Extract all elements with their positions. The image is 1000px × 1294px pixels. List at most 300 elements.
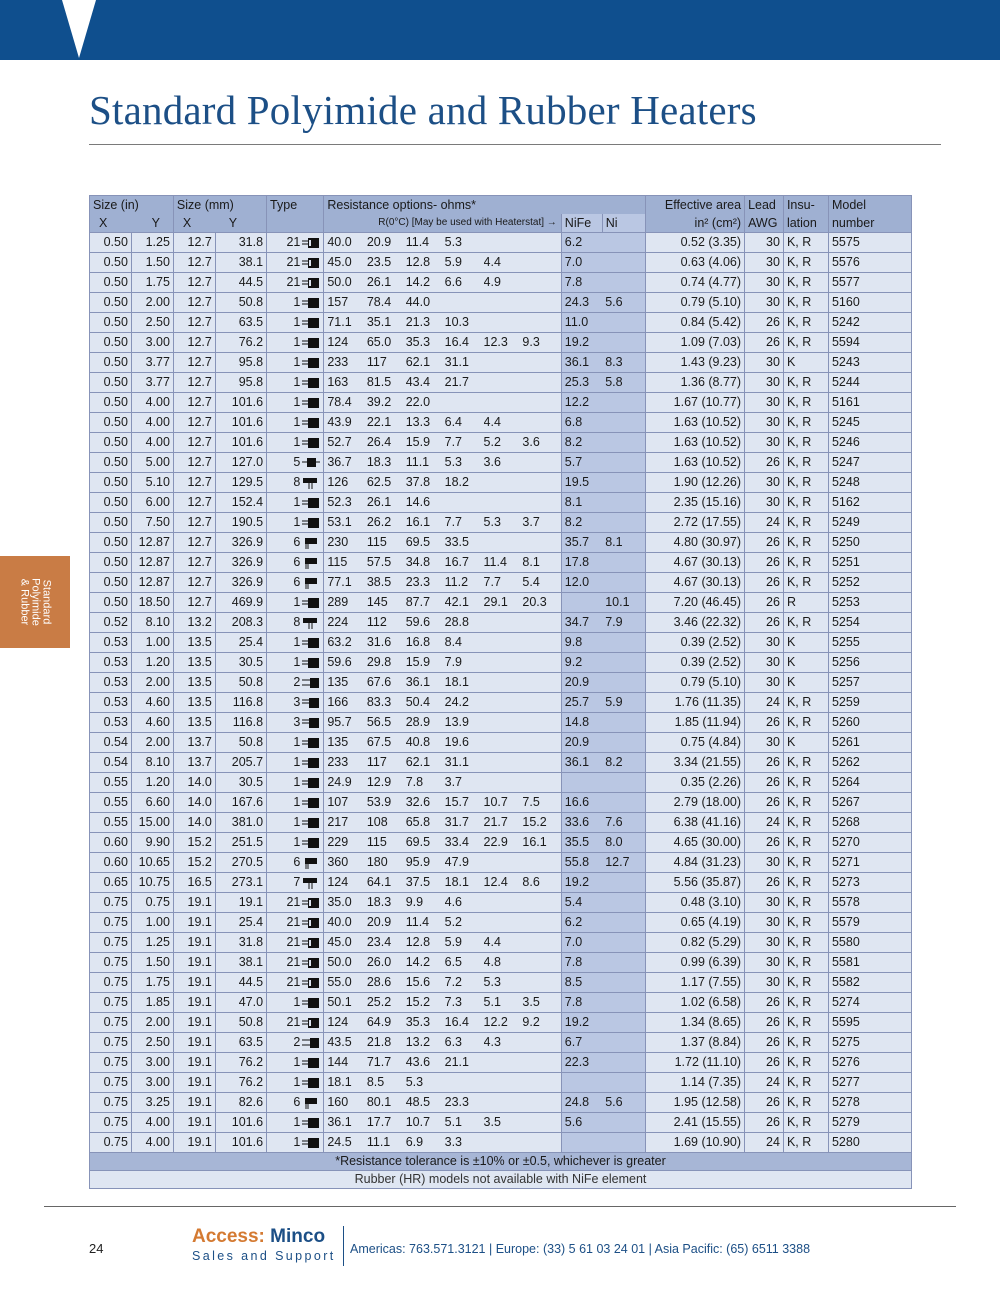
cell-lead-awg: 24 xyxy=(745,1133,784,1153)
section-tab-line-1: Standard xyxy=(40,579,53,625)
type-number: 21 xyxy=(286,275,301,289)
cell-res-3: 15.9 xyxy=(406,653,445,673)
cell-res-3: 69.5 xyxy=(406,833,445,853)
cell-lead-awg: 26 xyxy=(745,793,784,813)
header-model-2: number xyxy=(828,214,911,233)
cell-lead-awg: 26 xyxy=(745,993,784,1013)
type-number: 6 xyxy=(293,555,301,569)
cell-res-6 xyxy=(522,673,561,693)
table-row xyxy=(90,1013,912,1033)
cell-size-mm-x: 19.1 xyxy=(173,973,215,993)
cell-model: 5253 xyxy=(828,593,911,613)
heater-type-icon xyxy=(302,697,320,709)
cell-nife: 20.9 xyxy=(561,733,602,753)
table-row xyxy=(90,873,912,893)
cell-size-in-y: 8.10 xyxy=(131,753,173,773)
header-mm-x: X xyxy=(182,216,192,230)
cell-size-in-y: 1.00 xyxy=(131,633,173,653)
cell-res-6 xyxy=(522,953,561,973)
cell-size-mm-y: 101.6 xyxy=(215,1133,266,1153)
cell-res-1: 107 xyxy=(324,793,367,813)
heater-type-icon xyxy=(302,557,320,569)
cell-size-in-y: 1.75 xyxy=(131,273,173,293)
cell-res-4: 7.7 xyxy=(445,513,484,533)
cell-res-6 xyxy=(522,533,561,553)
heater-type-icon xyxy=(302,477,320,489)
cell-res-5: 5.2 xyxy=(484,433,523,453)
cell-size-in-x: 0.75 xyxy=(90,913,132,933)
cell-size-in-x: 0.50 xyxy=(90,553,132,573)
type-number: 6 xyxy=(293,535,301,549)
type-number: 1 xyxy=(293,1135,301,1149)
heater-type-icon xyxy=(302,237,320,249)
cell-res-6: 7.5 xyxy=(522,793,561,813)
cell-res-6 xyxy=(522,1113,561,1133)
heater-type-icon xyxy=(302,957,320,969)
cell-area: 1.76 (11.35) xyxy=(645,693,744,713)
type-number: 6 xyxy=(293,575,301,589)
cell-res-1: 55.0 xyxy=(324,973,367,993)
cell-area: 1.36 (8.77) xyxy=(645,373,744,393)
cell-res-6 xyxy=(522,933,561,953)
cell-ni: 12.7 xyxy=(602,853,645,873)
cell-size-in-y: 4.60 xyxy=(131,693,173,713)
cell-res-4: 10.3 xyxy=(445,313,484,333)
cell-insulation: K, R xyxy=(783,753,828,773)
table-row xyxy=(90,333,912,353)
cell-area: 1.43 (9.23) xyxy=(645,353,744,373)
cell-nife: 14.8 xyxy=(561,713,602,733)
cell-area: 2.79 (18.00) xyxy=(645,793,744,813)
table-row xyxy=(90,593,912,613)
cell-type xyxy=(267,533,324,553)
cell-size-mm-y: 326.9 xyxy=(215,573,266,593)
cell-size-mm-y: 208.3 xyxy=(215,613,266,633)
cell-type xyxy=(267,573,324,593)
cell-insulation: K, R xyxy=(783,573,828,593)
type-number: 1 xyxy=(293,655,301,669)
cell-insulation: K, R xyxy=(783,973,828,993)
cell-size-in-y: 10.75 xyxy=(131,873,173,893)
cell-res-2: 83.3 xyxy=(367,693,406,713)
cell-res-2: 67.6 xyxy=(367,673,406,693)
cell-res-4: 5.3 xyxy=(445,233,484,253)
cell-area: 1.63 (10.52) xyxy=(645,433,744,453)
cell-ni xyxy=(602,773,645,793)
cell-nife: 19.2 xyxy=(561,333,602,353)
cell-res-5 xyxy=(484,353,523,373)
cell-res-3: 34.8 xyxy=(406,553,445,573)
cell-type xyxy=(267,373,324,393)
cell-res-5 xyxy=(484,493,523,513)
header-insulation-2: lation xyxy=(783,214,828,233)
cell-ni xyxy=(602,713,645,733)
heater-type-icon xyxy=(302,617,320,629)
cell-model: 5259 xyxy=(828,693,911,713)
cell-res-2: 23.4 xyxy=(367,933,406,953)
cell-res-1: 18.1 xyxy=(324,1073,367,1093)
cell-size-in-y: 5.00 xyxy=(131,453,173,473)
heater-type-icon xyxy=(302,317,320,329)
type-number: 3 xyxy=(293,715,301,729)
cell-size-in-y: 7.50 xyxy=(131,513,173,533)
cell-size-mm-y: 381.0 xyxy=(215,813,266,833)
cell-ni xyxy=(602,1033,645,1053)
cell-model: 5250 xyxy=(828,533,911,553)
cell-size-mm-y: 326.9 xyxy=(215,533,266,553)
cell-res-6 xyxy=(522,713,561,733)
cell-size-mm-x: 19.1 xyxy=(173,993,215,1013)
cell-res-3: 35.3 xyxy=(406,1013,445,1033)
cell-res-6 xyxy=(522,733,561,753)
cell-size-mm-y: 167.6 xyxy=(215,793,266,813)
heater-type-icon xyxy=(302,997,320,1009)
type-number: 1 xyxy=(293,995,301,1009)
cell-res-6 xyxy=(522,613,561,633)
cell-ni xyxy=(602,893,645,913)
cell-model: 5575 xyxy=(828,233,911,253)
cell-insulation: K xyxy=(783,673,828,693)
cell-res-3: 23.3 xyxy=(406,573,445,593)
cell-res-3: 15.2 xyxy=(406,993,445,1013)
cell-res-5 xyxy=(484,293,523,313)
cell-model: 5243 xyxy=(828,353,911,373)
cell-res-3: 36.1 xyxy=(406,673,445,693)
cell-size-mm-y: 25.4 xyxy=(215,913,266,933)
cell-size-mm-y: 50.8 xyxy=(215,293,266,313)
cell-area: 1.95 (12.58) xyxy=(645,1093,744,1113)
heater-type-icon xyxy=(302,837,320,849)
cell-insulation: K, R xyxy=(783,533,828,553)
type-number: 21 xyxy=(286,955,301,969)
cell-res-6 xyxy=(522,653,561,673)
cell-res-2: 31.6 xyxy=(367,633,406,653)
cell-res-4: 5.3 xyxy=(445,453,484,473)
type-number: 5 xyxy=(293,455,301,469)
cell-lead-awg: 30 xyxy=(745,673,784,693)
cell-size-mm-x: 19.1 xyxy=(173,1093,215,1113)
cell-ni xyxy=(602,973,645,993)
cell-size-mm-x: 19.1 xyxy=(173,933,215,953)
cell-insulation: K, R xyxy=(783,473,828,493)
cell-nife: 35.7 xyxy=(561,533,602,553)
heater-type-icon xyxy=(302,1117,320,1129)
cell-area: 3.46 (22.32) xyxy=(645,613,744,633)
cell-res-4: 28.8 xyxy=(445,613,484,633)
heater-type-icon xyxy=(302,657,320,669)
cell-size-mm-x: 12.7 xyxy=(173,553,215,573)
cell-size-mm-x: 13.5 xyxy=(173,673,215,693)
cell-res-1: 124 xyxy=(324,873,367,893)
cell-size-in-y: 4.60 xyxy=(131,713,173,733)
cell-lead-awg: 30 xyxy=(745,733,784,753)
cell-type xyxy=(267,1133,324,1153)
cell-size-in-y: 9.90 xyxy=(131,833,173,853)
cell-insulation: K, R xyxy=(783,793,828,813)
type-number: 1 xyxy=(293,295,301,309)
heater-type-icon xyxy=(302,517,320,529)
cell-res-2: 26.1 xyxy=(367,493,406,513)
cell-res-2: 12.9 xyxy=(367,773,406,793)
cell-nife: 8.2 xyxy=(561,513,602,533)
cell-res-3: 5.3 xyxy=(406,1073,445,1093)
cell-ni xyxy=(602,273,645,293)
cell-ni xyxy=(602,1133,645,1153)
cell-nife: 6.2 xyxy=(561,913,602,933)
cell-size-mm-x: 12.7 xyxy=(173,453,215,473)
cell-insulation: K, R xyxy=(783,513,828,533)
cell-size-mm-y: 50.8 xyxy=(215,673,266,693)
cell-size-mm-x: 13.5 xyxy=(173,713,215,733)
cell-nife: 5.6 xyxy=(561,1113,602,1133)
cell-size-mm-x: 13.7 xyxy=(173,733,215,753)
cell-res-4: 33.4 xyxy=(445,833,484,853)
cell-type xyxy=(267,833,324,853)
heater-type-icon xyxy=(302,337,320,349)
cell-size-in-x: 0.75 xyxy=(90,933,132,953)
cell-res-4: 47.9 xyxy=(445,853,484,873)
cell-res-4: 5.1 xyxy=(445,1113,484,1133)
cell-type xyxy=(267,953,324,973)
cell-size-mm-y: 76.2 xyxy=(215,333,266,353)
cell-size-mm-y: 63.5 xyxy=(215,1033,266,1053)
type-number: 1 xyxy=(293,375,301,389)
cell-res-1: 144 xyxy=(324,1053,367,1073)
cell-res-5 xyxy=(484,713,523,733)
cell-size-mm-x: 13.5 xyxy=(173,633,215,653)
table-row xyxy=(90,1033,912,1053)
cell-res-1: 36.1 xyxy=(324,1113,367,1133)
cell-area: 0.52 (3.35) xyxy=(645,233,744,253)
cell-size-mm-y: 273.1 xyxy=(215,873,266,893)
cell-res-2: 64.9 xyxy=(367,1013,406,1033)
cell-res-1: 289 xyxy=(324,593,367,613)
cell-res-4: 24.2 xyxy=(445,693,484,713)
cell-res-1: 166 xyxy=(324,693,367,713)
cell-ni xyxy=(602,1013,645,1033)
cell-res-5: 5.3 xyxy=(484,513,523,533)
page-title: Standard Polyimide and Rubber Heaters xyxy=(89,87,757,133)
cell-res-3: 11.4 xyxy=(406,233,445,253)
cell-size-in-x: 0.54 xyxy=(90,753,132,773)
cell-res-1: 63.2 xyxy=(324,633,367,653)
type-number: 6 xyxy=(293,1095,301,1109)
cell-size-mm-y: 25.4 xyxy=(215,633,266,653)
cell-insulation: K, R xyxy=(783,893,828,913)
cell-model: 5278 xyxy=(828,1093,911,1113)
cell-res-1: 52.3 xyxy=(324,493,367,513)
cell-insulation: K xyxy=(783,633,828,653)
cell-res-6 xyxy=(522,1053,561,1073)
cell-nife: 6.2 xyxy=(561,233,602,253)
heater-type-icon xyxy=(302,677,320,689)
table-row xyxy=(90,613,912,633)
contact-info: Americas: 763.571.3121 | Europe: (33) 5 61 03 24 01 | Asia Pacific: (65) 6511 3388 xyxy=(350,1242,811,1256)
cell-area: 0.75 (4.84) xyxy=(645,733,744,753)
cell-res-4: 6.6 xyxy=(445,273,484,293)
type-number: 2 xyxy=(293,675,301,689)
type-number: 1 xyxy=(293,495,301,509)
cell-size-in-y: 6.00 xyxy=(131,493,173,513)
cell-insulation: K, R xyxy=(783,1013,828,1033)
cell-res-1: 52.7 xyxy=(324,433,367,453)
table-row xyxy=(90,853,912,873)
cell-res-2: 115 xyxy=(367,533,406,553)
cell-res-2: 18.3 xyxy=(367,453,406,473)
cell-type xyxy=(267,653,324,673)
cell-model: 5581 xyxy=(828,953,911,973)
cell-size-mm-y: 63.5 xyxy=(215,313,266,333)
cell-size-in-y: 12.87 xyxy=(131,573,173,593)
table-row xyxy=(90,533,912,553)
cell-res-2: 117 xyxy=(367,753,406,773)
cell-res-6 xyxy=(522,413,561,433)
cell-res-4: 19.6 xyxy=(445,733,484,753)
cell-res-2: 64.1 xyxy=(367,873,406,893)
cell-res-1: 78.4 xyxy=(324,393,367,413)
cell-size-mm-y: 101.6 xyxy=(215,433,266,453)
cell-insulation: K, R xyxy=(783,1133,828,1153)
table-row xyxy=(90,633,912,653)
table-row xyxy=(90,913,912,933)
cell-size-mm-y: 50.8 xyxy=(215,733,266,753)
cell-size-in-x: 0.55 xyxy=(90,793,132,813)
table-row xyxy=(90,253,912,273)
cell-res-2: 8.5 xyxy=(367,1073,406,1093)
cell-res-2: 71.7 xyxy=(367,1053,406,1073)
cell-ni xyxy=(602,553,645,573)
cell-nife: 24.3 xyxy=(561,293,602,313)
cell-res-3: 13.2 xyxy=(406,1033,445,1053)
cell-type xyxy=(267,253,324,273)
cell-nife: 36.1 xyxy=(561,753,602,773)
cell-res-5: 5.1 xyxy=(484,993,523,1013)
cell-res-4: 18.1 xyxy=(445,673,484,693)
cell-res-2: 80.1 xyxy=(367,1093,406,1113)
cell-ni: 8.1 xyxy=(602,533,645,553)
cell-size-in-x: 0.54 xyxy=(90,733,132,753)
cell-ni xyxy=(602,253,645,273)
cell-model: 5255 xyxy=(828,633,911,653)
cell-ni: 5.6 xyxy=(602,1093,645,1113)
cell-nife: 55.8 xyxy=(561,853,602,873)
cell-type xyxy=(267,233,324,253)
cell-insulation: K, R xyxy=(783,413,828,433)
cell-size-mm-x: 12.7 xyxy=(173,353,215,373)
type-number: 21 xyxy=(286,255,301,269)
cell-size-in-y: 12.87 xyxy=(131,533,173,553)
cell-model: 5261 xyxy=(828,733,911,753)
cell-insulation: K, R xyxy=(783,1093,828,1113)
cell-area: 1.34 (8.65) xyxy=(645,1013,744,1033)
cell-size-mm-y: 31.8 xyxy=(215,933,266,953)
cell-res-4: 11.2 xyxy=(445,573,484,593)
cell-res-2: 81.5 xyxy=(367,373,406,393)
cell-size-mm-x: 16.5 xyxy=(173,873,215,893)
cell-res-1: 230 xyxy=(324,533,367,553)
cell-nife: 12.2 xyxy=(561,393,602,413)
cell-size-mm-y: 152.4 xyxy=(215,493,266,513)
cell-res-5 xyxy=(484,773,523,793)
cell-size-in-x: 0.50 xyxy=(90,413,132,433)
cell-lead-awg: 30 xyxy=(745,853,784,873)
cell-lead-awg: 30 xyxy=(745,893,784,913)
cell-res-2: 28.6 xyxy=(367,973,406,993)
cell-ni xyxy=(602,573,645,593)
cell-res-5: 12.4 xyxy=(484,873,523,893)
cell-res-6 xyxy=(522,853,561,873)
cell-size-mm-x: 13.5 xyxy=(173,653,215,673)
cell-res-4: 23.3 xyxy=(445,1093,484,1113)
table-row xyxy=(90,473,912,493)
heater-type-icon xyxy=(302,537,320,549)
footer-divider xyxy=(44,1206,956,1207)
cell-size-mm-y: 129.5 xyxy=(215,473,266,493)
cell-area: 4.80 (30.97) xyxy=(645,533,744,553)
cell-area: 0.35 (2.26) xyxy=(645,773,744,793)
cell-size-mm-x: 12.7 xyxy=(173,473,215,493)
cell-area: 0.39 (2.52) xyxy=(645,653,744,673)
cell-area: 0.84 (5.42) xyxy=(645,313,744,333)
cell-size-mm-y: 469.9 xyxy=(215,593,266,613)
cell-lead-awg: 26 xyxy=(745,753,784,773)
cell-res-1: 160 xyxy=(324,1093,367,1113)
cell-size-mm-y: 127.0 xyxy=(215,453,266,473)
heater-type-icon xyxy=(302,497,320,509)
cell-res-2: 22.1 xyxy=(367,413,406,433)
cell-lead-awg: 30 xyxy=(745,633,784,653)
cell-size-in-x: 0.50 xyxy=(90,513,132,533)
cell-nife: 19.2 xyxy=(561,873,602,893)
cell-nife: 7.8 xyxy=(561,993,602,1013)
cell-size-mm-x: 12.7 xyxy=(173,293,215,313)
cell-lead-awg: 26 xyxy=(745,573,784,593)
cell-type xyxy=(267,613,324,633)
cell-size-in-x: 0.50 xyxy=(90,373,132,393)
type-number: 1 xyxy=(293,795,301,809)
heater-type-icon xyxy=(302,1097,320,1109)
type-number: 21 xyxy=(286,235,301,249)
cell-res-6: 16.1 xyxy=(522,833,561,853)
cell-size-in-x: 0.50 xyxy=(90,293,132,313)
cell-size-in-y: 4.00 xyxy=(131,1113,173,1133)
cell-insulation: K, R xyxy=(783,1033,828,1053)
cell-size-in-y: 4.00 xyxy=(131,393,173,413)
cell-nife: 25.3 xyxy=(561,373,602,393)
cell-lead-awg: 30 xyxy=(745,273,784,293)
cell-size-mm-x: 13.7 xyxy=(173,753,215,773)
cell-lead-awg: 26 xyxy=(745,713,784,733)
cell-ni: 5.8 xyxy=(602,373,645,393)
cell-res-1: 126 xyxy=(324,473,367,493)
cell-res-6 xyxy=(522,1033,561,1053)
cell-insulation: K, R xyxy=(783,313,828,333)
cell-ni: 5.6 xyxy=(602,293,645,313)
cell-res-3: 16.1 xyxy=(406,513,445,533)
cell-area: 0.99 (6.39) xyxy=(645,953,744,973)
cell-size-mm-x: 19.1 xyxy=(173,1053,215,1073)
cell-lead-awg: 26 xyxy=(745,553,784,573)
cell-lead-awg: 26 xyxy=(745,1053,784,1073)
cell-type xyxy=(267,313,324,333)
cell-type xyxy=(267,293,324,313)
cell-res-5 xyxy=(484,733,523,753)
cell-lead-awg: 30 xyxy=(745,653,784,673)
table-row xyxy=(90,813,912,833)
table-body xyxy=(90,233,912,1153)
cell-insulation: K, R xyxy=(783,933,828,953)
table-row xyxy=(90,1073,912,1093)
